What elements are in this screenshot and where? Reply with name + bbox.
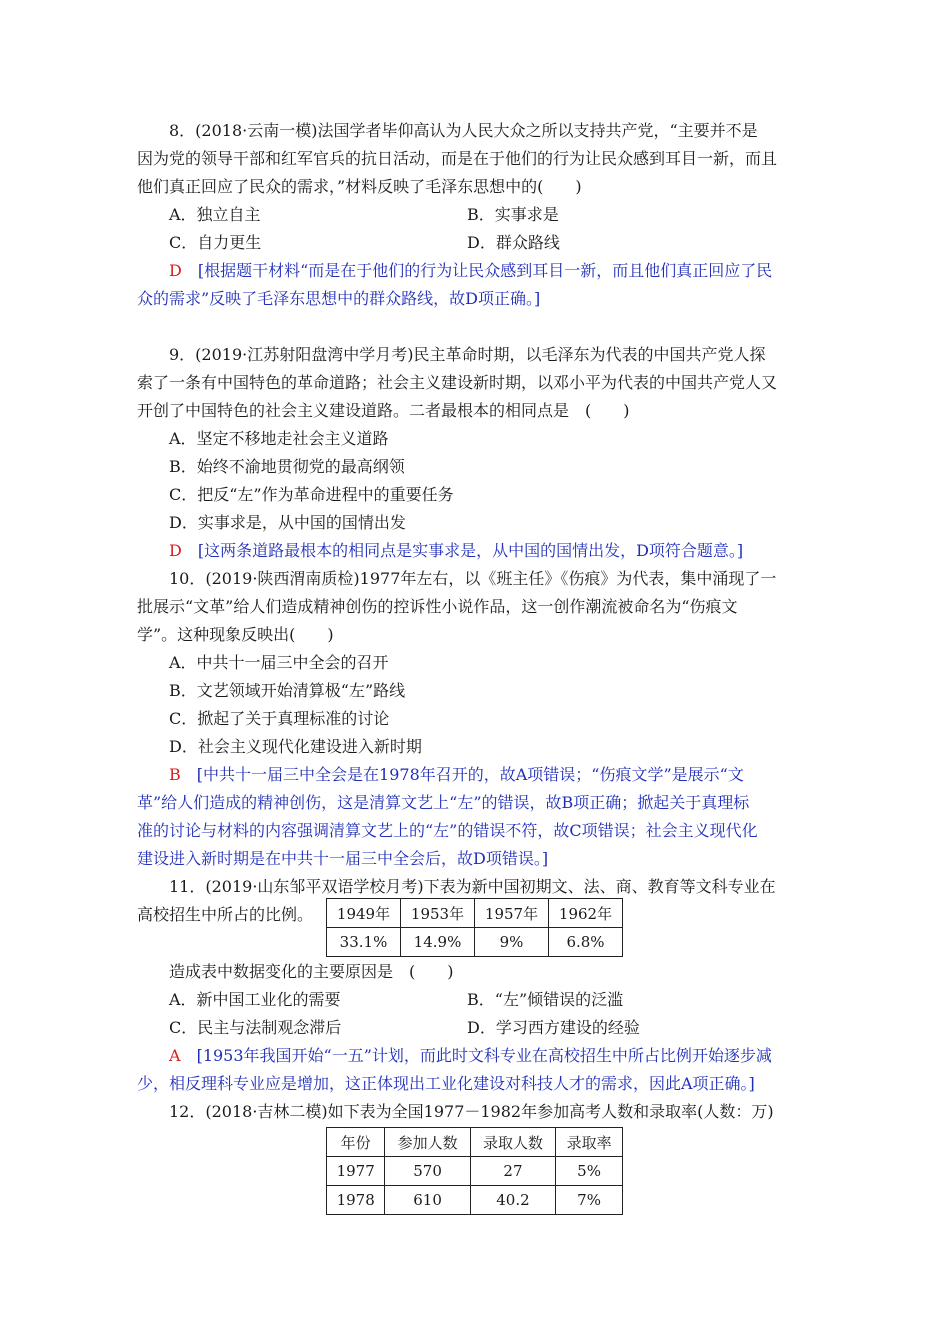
q9-answer-text: [这两条道路最根本的相同点是实事求是，从中国的国情出发，D项符合题意。] xyxy=(197,541,744,560)
q8-option-a: A．独立自主 xyxy=(169,205,261,224)
q11-answer-line-1 xyxy=(169,1042,772,1070)
q9-stem-line-2: 索了一条有中国特色的革命道路；社会主义建设新时期，以邓小平为代表的中国共产党人又 xyxy=(137,373,778,392)
table-header-cell: 录取人数 xyxy=(470,1128,555,1157)
table-cell: 6.8% xyxy=(549,928,623,957)
q10-stem-line-1: 10．(2019·陕西渭南质检)1977年左右，以《班主任》《伤痕》为代表，集中涌现了一 xyxy=(169,569,777,588)
q11-option-a: A．新中国工业化的需要 xyxy=(169,990,341,1009)
q10-answer-letter: B xyxy=(169,765,181,784)
table-cell: 14.9% xyxy=(401,928,475,957)
q8-option-c: C．自力更生 xyxy=(169,233,262,252)
q11-ratio-table xyxy=(326,898,623,957)
q10-option-c: C．掀起了关于真理标准的讨论 xyxy=(169,709,390,728)
q9-answer-letter: D xyxy=(169,541,182,560)
table-cell: 570 xyxy=(385,1157,470,1186)
table-cell: 33.1% xyxy=(327,928,401,957)
q9-answer-line-1 xyxy=(169,537,743,565)
table-cell: 610 xyxy=(385,1186,470,1215)
q10-option-a: A．中共十一届三中全会的召开 xyxy=(169,653,389,672)
q8-answer-line-1 xyxy=(169,257,772,285)
q10-stem-line-3: 学”。这种现象反映出( ) xyxy=(137,625,334,644)
q9-option-d: D．实事求是，从中国的国情出发 xyxy=(169,513,406,532)
q11-option-d: D．学习西方建设的经验 xyxy=(467,1018,640,1037)
q8-stem-line-1: 8．(2018·云南一模)法国学者毕仰高认为人民大众之所以支持共产党，“主要并不是 xyxy=(169,121,758,140)
table-cell: 1953年 xyxy=(401,899,475,928)
q9-option-a: A．坚定不移地走社会主义道路 xyxy=(169,429,389,448)
q10-option-b: B．文艺领域开始清算极“左”路线 xyxy=(169,681,406,700)
table-cell: 1957年 xyxy=(475,899,549,928)
q10-answer-line-1 xyxy=(169,761,744,789)
q10-stem-line-2: 批展示“文革”给人们造成精神创伤的控诉性小说作品，这一创作潮流被命名为“伤痕文 xyxy=(137,597,738,616)
table-cell: 7% xyxy=(556,1186,623,1215)
q12-exam-table xyxy=(326,1127,623,1215)
q10-answer-text: [中共十一届三中全会是在1978年召开的，故A项错误；“伤痕文学”是展示“文 xyxy=(196,765,744,784)
table-cell: 27 xyxy=(470,1157,555,1186)
q9-option-c: C．把反“左”作为革命进程中的重要任务 xyxy=(169,485,454,504)
table-cell: 9% xyxy=(475,928,549,957)
table-cell: 1978 xyxy=(327,1186,385,1215)
q8-option-b: B．实事求是 xyxy=(467,205,559,224)
q10-option-d: D．社会主义现代化建设进入新时期 xyxy=(169,737,422,756)
q11-answer-letter: A xyxy=(169,1046,181,1065)
q11-option-b: B．“左”倾错误的泛滥 xyxy=(467,990,624,1009)
q8-stem-line-3: 他们真正回应了民众的需求，”材料反映了毛泽东思想中的( ) xyxy=(137,177,582,196)
q9-stem-line-3: 开创了中国特色的社会主义建设道路。二者最根本的相同点是 ( ) xyxy=(137,401,630,420)
table-header-cell: 参加人数 xyxy=(385,1128,470,1157)
q10-answer-line-3: 准的讨论与材料的内容强调清算文艺上的“左”的错误不符，故C项错误；社会主义现代化 xyxy=(137,821,758,840)
table-row xyxy=(327,1157,623,1186)
q8-answer-text: [根据题干材料“而是在于他们的行为让民众感到耳目一新，而且他们真正回应了民 xyxy=(197,261,773,280)
table-header-cell: 年份 xyxy=(327,1128,385,1157)
q11-stem-line-1: 11．(2019·山东邹平双语学校月考)下表为新中国初期文、法、商、教育等文科专业在 xyxy=(169,877,776,896)
table-cell: 1962年 xyxy=(549,899,623,928)
q11-answer-text: [1953年我国开始“一五”计划，而此时文科专业在高校招生中所占比例开始逐步减 xyxy=(196,1046,772,1065)
q10-answer-line-2: 革”给人们造成的精神创伤，这是清算文艺上“左”的错误，故B项正确；掀起关于真理标 xyxy=(137,793,750,812)
table-row xyxy=(327,1128,623,1157)
q8-answer-letter: D xyxy=(169,261,182,280)
table-row xyxy=(327,928,623,957)
q11-stem-after: 造成表中数据变化的主要原因是 ( ) xyxy=(169,962,454,981)
q11-stem-line-2: 高校招生中所占的比例。 xyxy=(137,905,314,924)
table-row xyxy=(327,1186,623,1215)
table-cell: 5% xyxy=(556,1157,623,1186)
q8-answer-line-2: 众的需求”反映了毛泽东思想中的群众路线，故D项正确。] xyxy=(137,289,541,308)
q8-option-d: D．群众路线 xyxy=(467,233,560,252)
table-row xyxy=(327,899,623,928)
q11-answer-line-2: 少，相反理科专业应是增加，这正体现出工业化建设对科技人才的需求，因此A项正确。] xyxy=(137,1074,755,1093)
table-cell: 40.2 xyxy=(470,1186,555,1215)
q12-stem-line-1: 12．(2018·吉林二模)如下表为全国1977－1982年参加高考人数和录取率(人数：万) xyxy=(169,1102,774,1121)
q9-stem-line-1: 9．(2019·江苏射阳盘湾中学月考)民主革命时期，以毛泽东为代表的中国共产党人探 xyxy=(169,345,766,364)
q11-option-c: C．民主与法制观念滞后 xyxy=(169,1018,342,1037)
q10-answer-line-4: 建设进入新时期是在中共十一届三中全会后，故D项错误。] xyxy=(137,849,549,868)
table-cell: 1977 xyxy=(327,1157,385,1186)
table-cell: 1949年 xyxy=(327,899,401,928)
q8-stem-line-2: 因为党的领导干部和红军官兵的抗日活动，而是在于他们的行为让民众感到耳目一新，而且 xyxy=(137,149,778,168)
table-header-cell: 录取率 xyxy=(556,1128,623,1157)
q9-option-b: B．始终不渝地贯彻党的最高纲领 xyxy=(169,457,405,476)
